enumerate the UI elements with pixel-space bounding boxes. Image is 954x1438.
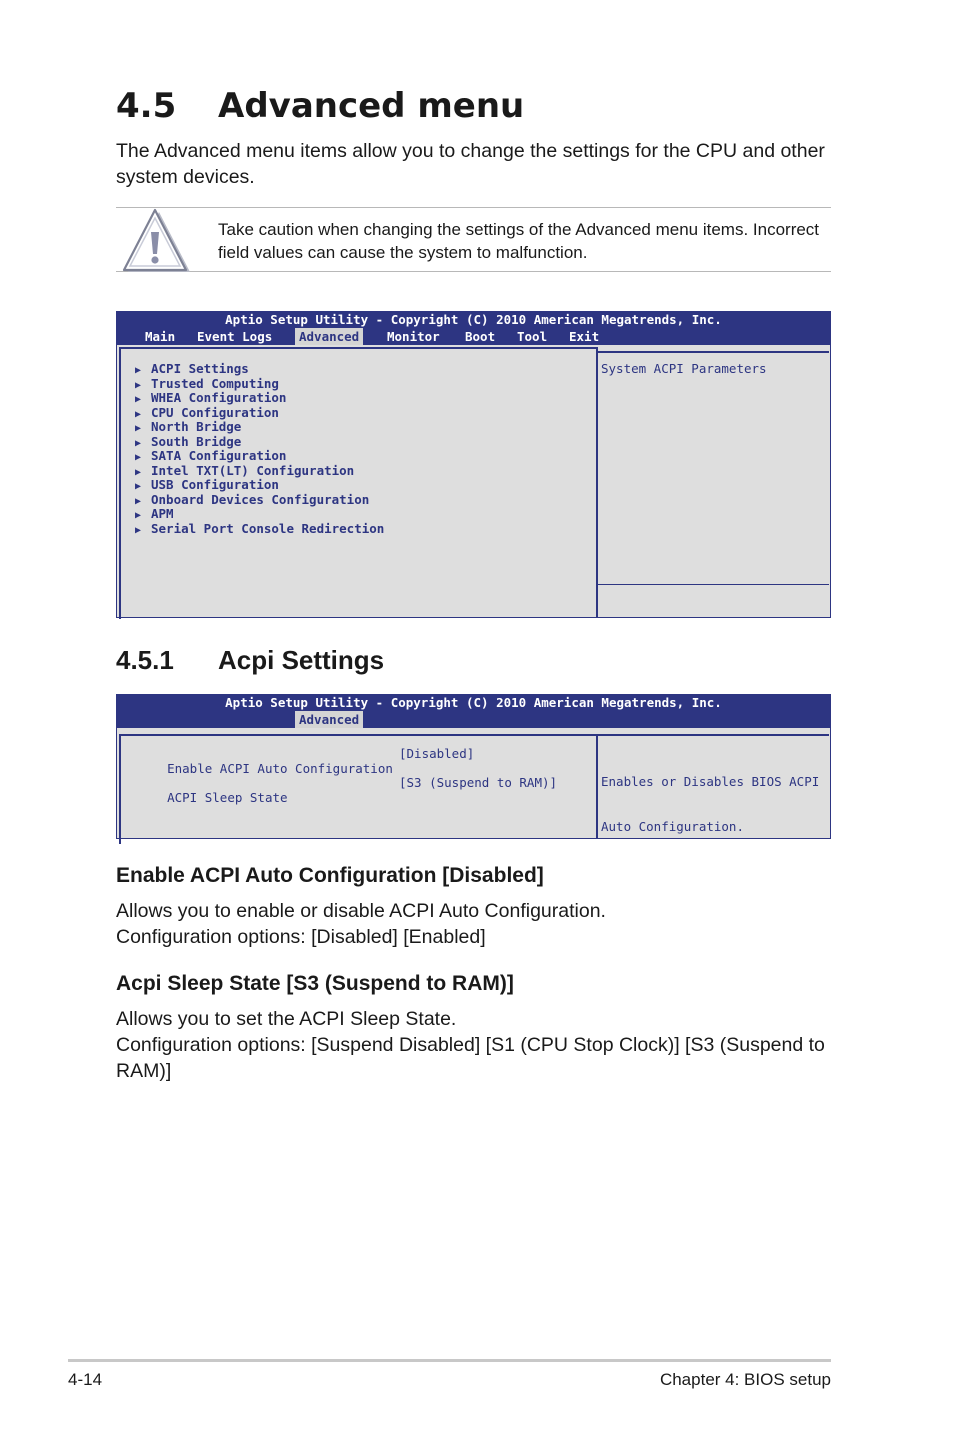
warning-triangle-icon (120, 208, 192, 274)
help-line-1: Enables or Disables BIOS ACPI (601, 774, 820, 789)
arrow-right-icon: ▶ (135, 394, 142, 405)
help-line-2: Auto Configuration. (601, 819, 744, 834)
tab-boot[interactable]: Boot (465, 329, 496, 344)
subsection-number: 4.5.1 (116, 645, 174, 675)
option-heading-acpi-sleep-state: Acpi Sleep State [S3 (Suspend to RAM)] (116, 972, 514, 995)
section-heading (116, 86, 524, 126)
menu-item-onboard-devices-configuration[interactable]: ▶ Onboard Devices Configuration (135, 493, 369, 508)
menu-item-cpu-configuration[interactable]: ▶ CPU Configuration (135, 406, 279, 421)
arrow-right-icon: ▶ (135, 437, 142, 449)
section-number: 4.5 (116, 86, 177, 126)
tab-event-logs[interactable]: Event Logs (197, 329, 273, 344)
bios-body-2 (116, 728, 831, 839)
subsection-heading (116, 645, 384, 676)
menu-item-intel-txt-configuration[interactable]: ▶ Intel TXT(LT) Configuration (135, 464, 354, 479)
arrow-right-icon: ▶ (135, 379, 142, 391)
bios-divider-2 (596, 734, 598, 838)
option-2-line-2: Configuration options: [Suspend Disabled] [S1 (CPU Stop Clock)] [S3 (Suspend to RAM)] (116, 1034, 825, 1082)
setting-value-acpi-sleep-state[interactable]: [S3 (Suspend to RAM)] (399, 775, 558, 790)
option-1-line-1: Allows you to enable or disable ACPI Auto Configuration. (116, 900, 606, 922)
tab-main[interactable]: Main (145, 329, 176, 344)
caution-text: Take caution when changing the settings of the Advanced menu items. Incorrect field values can cause the system to malfunction. (218, 220, 820, 262)
menu-item-whea-configuration[interactable]: ▶ WHEA Configuration (135, 391, 286, 406)
bios-divider (596, 347, 598, 617)
bios-body (116, 345, 831, 618)
arrow-right-icon: ▶ (135, 452, 142, 463)
bios-title-2: Aptio Setup Utility - Copyright (C) 2010 American Megatrends, Inc. (225, 695, 722, 710)
bios-right-top-border-2 (598, 734, 829, 736)
menu-item-trusted-computing[interactable]: ▶ Trusted Computing (135, 377, 279, 392)
menu-item-north-bridge[interactable]: ▶ North Bridge (135, 420, 241, 435)
arrow-right-icon: ▶ (135, 495, 142, 507)
bios-right-top-border (598, 351, 829, 353)
tab-tool[interactable]: Tool (517, 329, 548, 344)
menu-item-usb-configuration[interactable]: ▶ USB Configuration (135, 478, 279, 493)
setting-row-acpi-sleep-state[interactable] (137, 775, 288, 820)
tab-exit[interactable]: Exit (569, 329, 600, 344)
arrow-right-icon: ▶ (135, 466, 142, 478)
arrow-right-icon: ▶ (135, 423, 142, 434)
arrow-right-icon: ▶ (135, 524, 142, 536)
setting-label: Enable ACPI Auto Configuration (167, 761, 393, 776)
footer-rule (68, 1359, 831, 1362)
menu-item-acpi-settings[interactable]: ▶ ACPI Settings (135, 362, 249, 377)
subsection-title: Acpi Settings (218, 645, 385, 675)
option-description-2 (116, 1006, 836, 1084)
setting-label: ACPI Sleep State (167, 790, 288, 805)
chapter-label: Chapter 4: BIOS setup (659, 1370, 831, 1389)
bios-help-text-2 (601, 744, 819, 864)
caution-note (116, 207, 831, 272)
section-title: Advanced menu (218, 86, 525, 126)
bios-title: Aptio Setup Utility - Copyright (C) 2010 American Megatrends, Inc. (225, 312, 722, 327)
bios-help-text: System ACPI Parameters (601, 361, 767, 376)
option-description-1 (116, 898, 836, 950)
menu-item-apm[interactable]: ▶ APM (135, 507, 174, 522)
arrow-right-icon: ▶ (135, 408, 142, 420)
bios-header (116, 311, 831, 345)
tab-advanced[interactable]: Advanced (295, 711, 363, 728)
option-2-line-1: Allows you to set the ACPI Sleep State. (116, 1008, 457, 1030)
option-1-line-2: Configuration options: [Disabled] [Enabled] (116, 926, 486, 948)
arrow-right-icon: ▶ (135, 365, 142, 376)
menu-item-south-bridge[interactable]: ▶ South Bridge (135, 435, 241, 450)
tab-advanced[interactable]: Advanced (295, 328, 363, 345)
tab-monitor[interactable]: Monitor (387, 329, 440, 344)
setting-value-acpi-auto-config[interactable]: [Disabled] (399, 746, 475, 761)
menu-item-serial-port-console-redirection[interactable]: ▶ Serial Port Console Redirection (135, 522, 384, 537)
bios-help-separator (598, 584, 829, 585)
menu-item-sata-configuration[interactable]: ▶ SATA Configuration (135, 449, 286, 464)
bios-header-2 (116, 694, 831, 728)
page-number: 4-14 (68, 1370, 103, 1389)
option-heading-acpi-auto-config: Enable ACPI Auto Configuration [Disabled] (116, 864, 544, 887)
intro-paragraph: The Advanced menu items allow you to change the settings for the CPU and other system devices. (116, 140, 825, 188)
arrow-right-icon: ▶ (135, 481, 142, 492)
arrow-right-icon: ▶ (135, 510, 142, 521)
